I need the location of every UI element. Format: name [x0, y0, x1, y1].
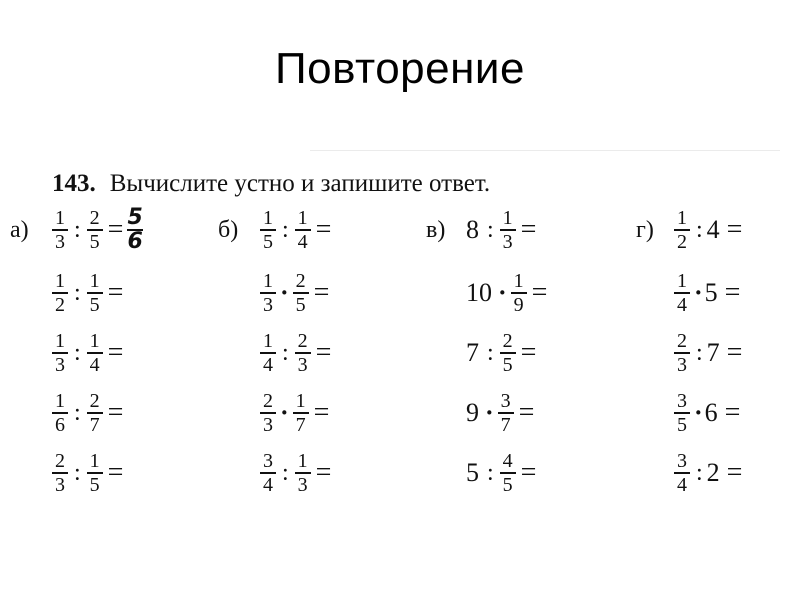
numerator: 2: [263, 390, 273, 412]
denominator: 3: [260, 412, 276, 435]
numerator: 1: [55, 207, 65, 229]
column-label: г): [636, 217, 654, 243]
numerator: 3: [500, 390, 511, 412]
denominator: 7: [498, 412, 514, 435]
expression-row: [466, 448, 536, 498]
numerator: 1: [263, 270, 273, 292]
numerator: 1: [89, 450, 100, 472]
column-label: в): [426, 217, 446, 243]
numerator: 2: [502, 330, 513, 352]
whole-number: 6: [704, 398, 718, 427]
fraction: [87, 331, 103, 375]
equals-sign: =: [724, 397, 741, 428]
task-text: Вычислите устно и запишите ответ.: [109, 170, 491, 197]
numerator: 5: [127, 205, 143, 230]
denominator: 3: [260, 292, 276, 315]
numerator: 2: [295, 270, 306, 292]
expression-row: [50, 328, 123, 378]
operator: ·: [498, 278, 507, 307]
denominator: 5: [500, 352, 516, 375]
expression-row: [466, 205, 536, 255]
fraction: [293, 271, 309, 315]
operator: :: [74, 459, 81, 486]
denominator: 6: [127, 229, 143, 254]
equals-sign: =: [531, 277, 548, 308]
fraction: [260, 208, 276, 252]
fraction: [293, 391, 309, 435]
numerator: 1: [55, 330, 65, 352]
fraction: [498, 391, 514, 435]
whole-number: 2: [706, 458, 720, 487]
equals-sign: =: [520, 337, 537, 368]
column-label: а): [10, 217, 29, 243]
expression-row: [50, 205, 143, 255]
operator: :: [74, 399, 81, 426]
whole-number: 9: [466, 398, 479, 427]
equals-sign: =: [107, 277, 124, 308]
equals-sign: =: [724, 277, 741, 308]
denominator: 5: [500, 472, 516, 495]
denominator: 3: [295, 472, 311, 495]
expression-row: [672, 268, 740, 318]
numerator: 1: [263, 207, 273, 229]
numerator: 1: [513, 270, 524, 292]
denominator: 4: [674, 292, 690, 315]
numerator: 3: [677, 390, 687, 412]
operator: :: [74, 339, 81, 366]
fraction: [52, 451, 68, 495]
numerator: 4: [502, 450, 513, 472]
numerator: 2: [55, 450, 65, 472]
operator: ·: [280, 278, 289, 307]
expression-row: [258, 328, 331, 378]
operator: :: [282, 339, 289, 366]
denominator: 2: [52, 292, 68, 315]
expression-row: [258, 448, 331, 498]
numerator: 1: [297, 450, 308, 472]
fraction: [674, 271, 690, 315]
fraction: [260, 271, 276, 315]
fraction: [295, 331, 311, 375]
expression-row: [466, 388, 534, 438]
denominator: 4: [674, 472, 690, 495]
whole-number: 5: [704, 278, 718, 307]
numerator: 1: [55, 270, 65, 292]
numerator: 1: [677, 207, 687, 229]
fraction: [260, 331, 276, 375]
numerator: 1: [295, 390, 306, 412]
expression-row: [672, 448, 742, 498]
fraction: [260, 451, 276, 495]
equals-sign: =: [315, 214, 332, 245]
operator: ·: [280, 398, 289, 427]
equals-sign: =: [726, 457, 743, 488]
expression-row: [672, 388, 740, 438]
denominator: 5: [87, 472, 103, 495]
denominator: 7: [87, 412, 103, 435]
expression-row: [466, 268, 547, 318]
equals-sign: =: [107, 397, 124, 428]
fraction: [52, 271, 68, 315]
fraction: [500, 451, 516, 495]
denominator: 5: [87, 292, 103, 315]
numerator: 1: [677, 270, 687, 292]
denominator: 4: [87, 352, 103, 375]
fraction: [295, 208, 311, 252]
operator: ·: [694, 398, 703, 427]
fraction: [674, 391, 690, 435]
equals-sign: =: [315, 337, 332, 368]
denominator: 3: [295, 352, 311, 375]
denominator: 5: [260, 229, 276, 252]
fraction: [674, 208, 690, 252]
fraction: [511, 271, 527, 315]
denominator: 3: [52, 472, 68, 495]
equals-sign: =: [520, 214, 537, 245]
operator: :: [487, 339, 494, 366]
whole-number: 4: [706, 215, 720, 244]
operator: :: [282, 459, 289, 486]
numerator: 1: [89, 330, 100, 352]
operator: :: [487, 459, 494, 486]
numerator: 1: [89, 270, 100, 292]
numerator: 2: [89, 207, 100, 229]
equals-sign: =: [313, 397, 330, 428]
operator: :: [696, 339, 703, 366]
expression-row: [672, 205, 742, 255]
numerator: 2: [297, 330, 308, 352]
faint-background-line: [310, 150, 780, 167]
numerator: 2: [89, 390, 100, 412]
denominator: 6: [52, 412, 68, 435]
expression-row: [466, 328, 536, 378]
denominator: 4: [295, 229, 311, 252]
numerator: 3: [263, 450, 273, 472]
column-label: б): [218, 217, 239, 243]
expression-row: [258, 268, 329, 318]
fraction: [52, 331, 68, 375]
fraction: [87, 451, 103, 495]
fraction: [260, 391, 276, 435]
numerator: 2: [677, 330, 687, 352]
fraction: [674, 331, 690, 375]
whole-number: 10: [466, 278, 492, 307]
equals-sign: =: [726, 337, 743, 368]
denominator: 4: [260, 472, 276, 495]
equals-sign: =: [726, 214, 743, 245]
fraction: [52, 391, 68, 435]
fraction: [52, 208, 68, 252]
denominator: 7: [293, 412, 309, 435]
fraction: [87, 208, 103, 252]
numerator: 1: [502, 207, 513, 229]
expression-row: [50, 268, 123, 318]
operator: :: [487, 216, 494, 243]
handwritten-answer: [127, 207, 142, 253]
operator: ·: [694, 278, 703, 307]
denominator: 2: [674, 229, 690, 252]
denominator: 3: [52, 352, 68, 375]
fraction: [500, 331, 516, 375]
fraction: [674, 451, 690, 495]
denominator: 3: [52, 229, 68, 252]
expression-row: [258, 388, 329, 438]
equals-sign: =: [107, 214, 124, 245]
denominator: 5: [87, 229, 103, 252]
whole-number: 7: [706, 338, 720, 367]
fraction: [87, 271, 103, 315]
expression-row: [258, 205, 331, 255]
expression-row: [50, 388, 123, 438]
slide-title: Повторение: [275, 44, 525, 93]
equals-sign: =: [107, 457, 124, 488]
equals-sign: =: [107, 337, 124, 368]
operator: :: [696, 216, 703, 243]
numerator: 1: [297, 207, 308, 229]
denominator: 3: [500, 229, 516, 252]
fraction: [500, 208, 516, 252]
expression-row: [672, 328, 742, 378]
numerator: 3: [677, 450, 687, 472]
denominator: 9: [511, 292, 527, 315]
denominator: 5: [293, 292, 309, 315]
operator: :: [74, 279, 81, 306]
operator: :: [696, 459, 703, 486]
denominator: 5: [674, 412, 690, 435]
whole-number: 8: [466, 215, 479, 244]
whole-number: 7: [466, 338, 479, 367]
numerator: 1: [263, 330, 273, 352]
denominator: 3: [674, 352, 690, 375]
whole-number: 5: [466, 458, 479, 487]
fraction: [295, 451, 311, 495]
fraction: [87, 391, 103, 435]
denominator: 4: [260, 352, 276, 375]
equals-sign: =: [520, 457, 537, 488]
equals-sign: =: [315, 457, 332, 488]
operator: :: [74, 216, 81, 243]
task-number: 143.: [52, 170, 96, 197]
operator: :: [282, 216, 289, 243]
numerator: 1: [55, 390, 65, 412]
equals-sign: =: [313, 277, 330, 308]
equals-sign: =: [518, 397, 535, 428]
expression-row: [50, 448, 123, 498]
task-header: [52, 170, 490, 198]
operator: ·: [485, 398, 494, 427]
